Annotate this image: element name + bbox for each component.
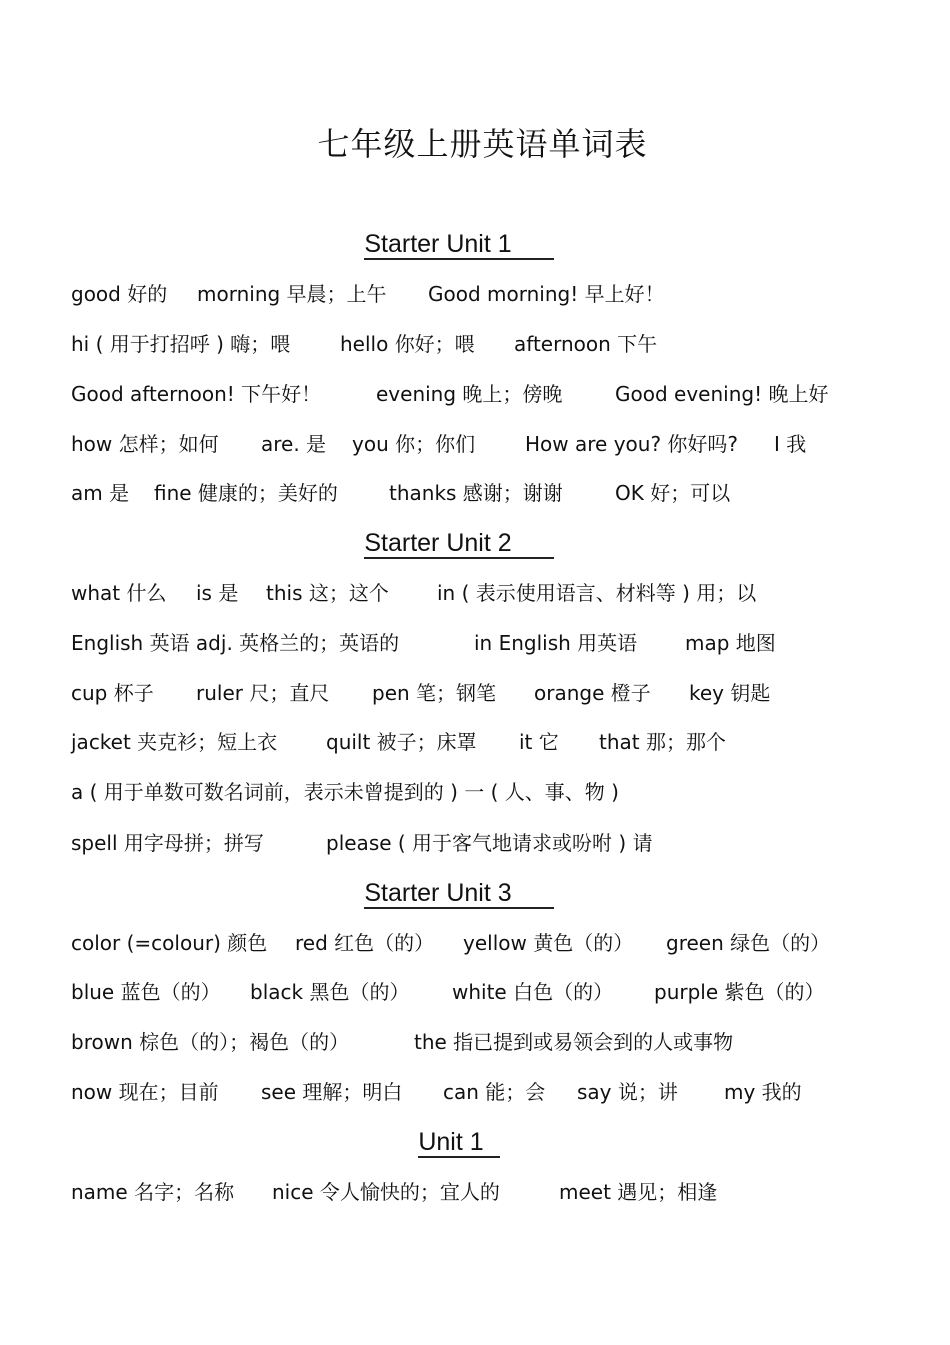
- vocab-line: [71, 1027, 931, 1057]
- vocab-entry: say 说；讲: [577, 1080, 678, 1104]
- vocab-line: [71, 379, 931, 409]
- vocab-entry: how 怎样；如何: [71, 432, 219, 456]
- vocab-line: [71, 828, 931, 858]
- unit-heading-label: Unit 1: [418, 1129, 499, 1158]
- vocab-entry: good 好的: [71, 282, 168, 306]
- vocab-entry: jacket 夹克衫；短上衣: [71, 730, 278, 754]
- vocab-entry: see 理解；明白: [261, 1080, 403, 1104]
- vocab-entry: spell 用字母拼；拼写: [71, 831, 264, 855]
- vocab-entry: yellow 黄色（的）: [463, 931, 634, 955]
- unit-heading-starter-1: [0, 228, 918, 260]
- vocab-entry: purple 紫色（的）: [654, 980, 825, 1004]
- vocab-entry: fine 健康的；美好的: [154, 481, 338, 505]
- vocab-entry: Good morning! 早上好！: [428, 282, 665, 306]
- vocab-entry: it 它: [519, 730, 559, 754]
- vocab-entry: black 黑色（的）: [250, 980, 410, 1004]
- vocab-entry: please ( 用于客气地请求或吩咐 ) 请: [326, 831, 653, 855]
- vocab-line: [71, 1177, 931, 1207]
- vocab-entry: OK 好；可以: [615, 481, 731, 505]
- vocab-entry: my 我的: [724, 1080, 802, 1104]
- vocab-entry: pen 笔；钢笔: [372, 681, 497, 705]
- unit-heading-starter-3: [0, 877, 918, 909]
- vocab-line: [71, 628, 931, 658]
- vocab-entry: brown 棕色（的）；褐色（的）: [71, 1030, 350, 1054]
- vocab-entry: a ( 用于单数可数名词前，表示未曾提到的 ) 一 ( 人、事、物 ): [71, 780, 619, 804]
- vocab-entry: orange 橙子: [534, 681, 651, 705]
- vocab-line: [71, 279, 931, 309]
- vocab-entry: English 英语 adj. 英格兰的；英语的: [71, 631, 400, 655]
- vocab-entry: the 指已提到或易领会到的人或事物: [414, 1030, 734, 1054]
- vocab-line: [71, 1077, 931, 1107]
- vocab-entry: key 钥匙: [689, 681, 771, 705]
- vocab-entry: in English 用英语: [474, 631, 638, 655]
- unit-heading-starter-2: [0, 527, 918, 559]
- vocab-line: [71, 478, 931, 508]
- vocab-entry: Good evening! 晚上好: [615, 382, 829, 406]
- vocab-entry: what 什么: [71, 581, 167, 605]
- vocab-entry: you 你；你们: [352, 432, 476, 456]
- vocab-entry: is 是: [196, 581, 239, 605]
- unit-heading-label: Starter Unit 2: [364, 530, 553, 559]
- unit-heading-label: Starter Unit 1: [364, 231, 553, 260]
- vocab-entry: hello 你好；喂: [340, 332, 475, 356]
- vocab-entry: I 我: [774, 432, 807, 456]
- vocab-line: [71, 678, 931, 708]
- vocab-entry: morning 早晨；上午: [197, 282, 387, 306]
- vocab-entry: blue 蓝色（的）: [71, 980, 221, 1004]
- vocab-line: [71, 578, 931, 608]
- vocab-entry: How are you? 你好吗?: [525, 432, 739, 456]
- vocab-entry: am 是: [71, 481, 130, 505]
- vocab-entry: can 能；会: [443, 1080, 546, 1104]
- vocab-line: [71, 777, 931, 807]
- page-title: 七年级上册英语单词表: [317, 125, 648, 163]
- vocab-line: [71, 329, 931, 359]
- vocab-entry: hi ( 用于打招呼 ) 嗨；喂: [71, 332, 291, 356]
- vocab-entry: color (=colour) 颜色: [71, 931, 268, 955]
- vocab-entry: white 白色（的）: [452, 980, 614, 1004]
- vocab-entry: ruler 尺；直尺: [196, 681, 330, 705]
- vocab-entry: name 名字；名称: [71, 1180, 235, 1204]
- vocab-entry: in ( 表示使用语言、材料等 ) 用；以: [437, 581, 757, 605]
- vocab-entry: this 这；这个: [266, 581, 389, 605]
- vocab-entry: nice 令人愉快的；宜人的: [272, 1180, 500, 1204]
- vocab-entry: that 那；那个: [599, 730, 726, 754]
- vocab-entry: green 绿色（的）: [666, 931, 831, 955]
- vocab-entry: meet 遇见；相逢: [559, 1180, 718, 1204]
- vocab-line: [71, 977, 931, 1007]
- vocab-entry: are. 是: [261, 432, 327, 456]
- unit-heading-unit-1: [0, 1126, 918, 1158]
- vocab-entry: Good afternoon! 下午好！: [71, 382, 322, 406]
- vocab-line: [71, 928, 931, 958]
- vocab-entry: thanks 感谢；谢谢: [389, 481, 563, 505]
- vocab-entry: afternoon 下午: [514, 332, 658, 356]
- vocab-entry: now 现在；目前: [71, 1080, 219, 1104]
- unit-heading-label: Starter Unit 3: [364, 880, 553, 909]
- vocab-entry: evening 晚上；傍晚: [376, 382, 563, 406]
- vocab-entry: map 地图: [685, 631, 776, 655]
- vocab-entry: quilt 被子；床罩: [326, 730, 477, 754]
- vocab-entry: red 红色（的）: [295, 931, 435, 955]
- vocab-line: [71, 429, 931, 459]
- vocab-entry: cup 杯子: [71, 681, 154, 705]
- vocab-line: [71, 727, 931, 757]
